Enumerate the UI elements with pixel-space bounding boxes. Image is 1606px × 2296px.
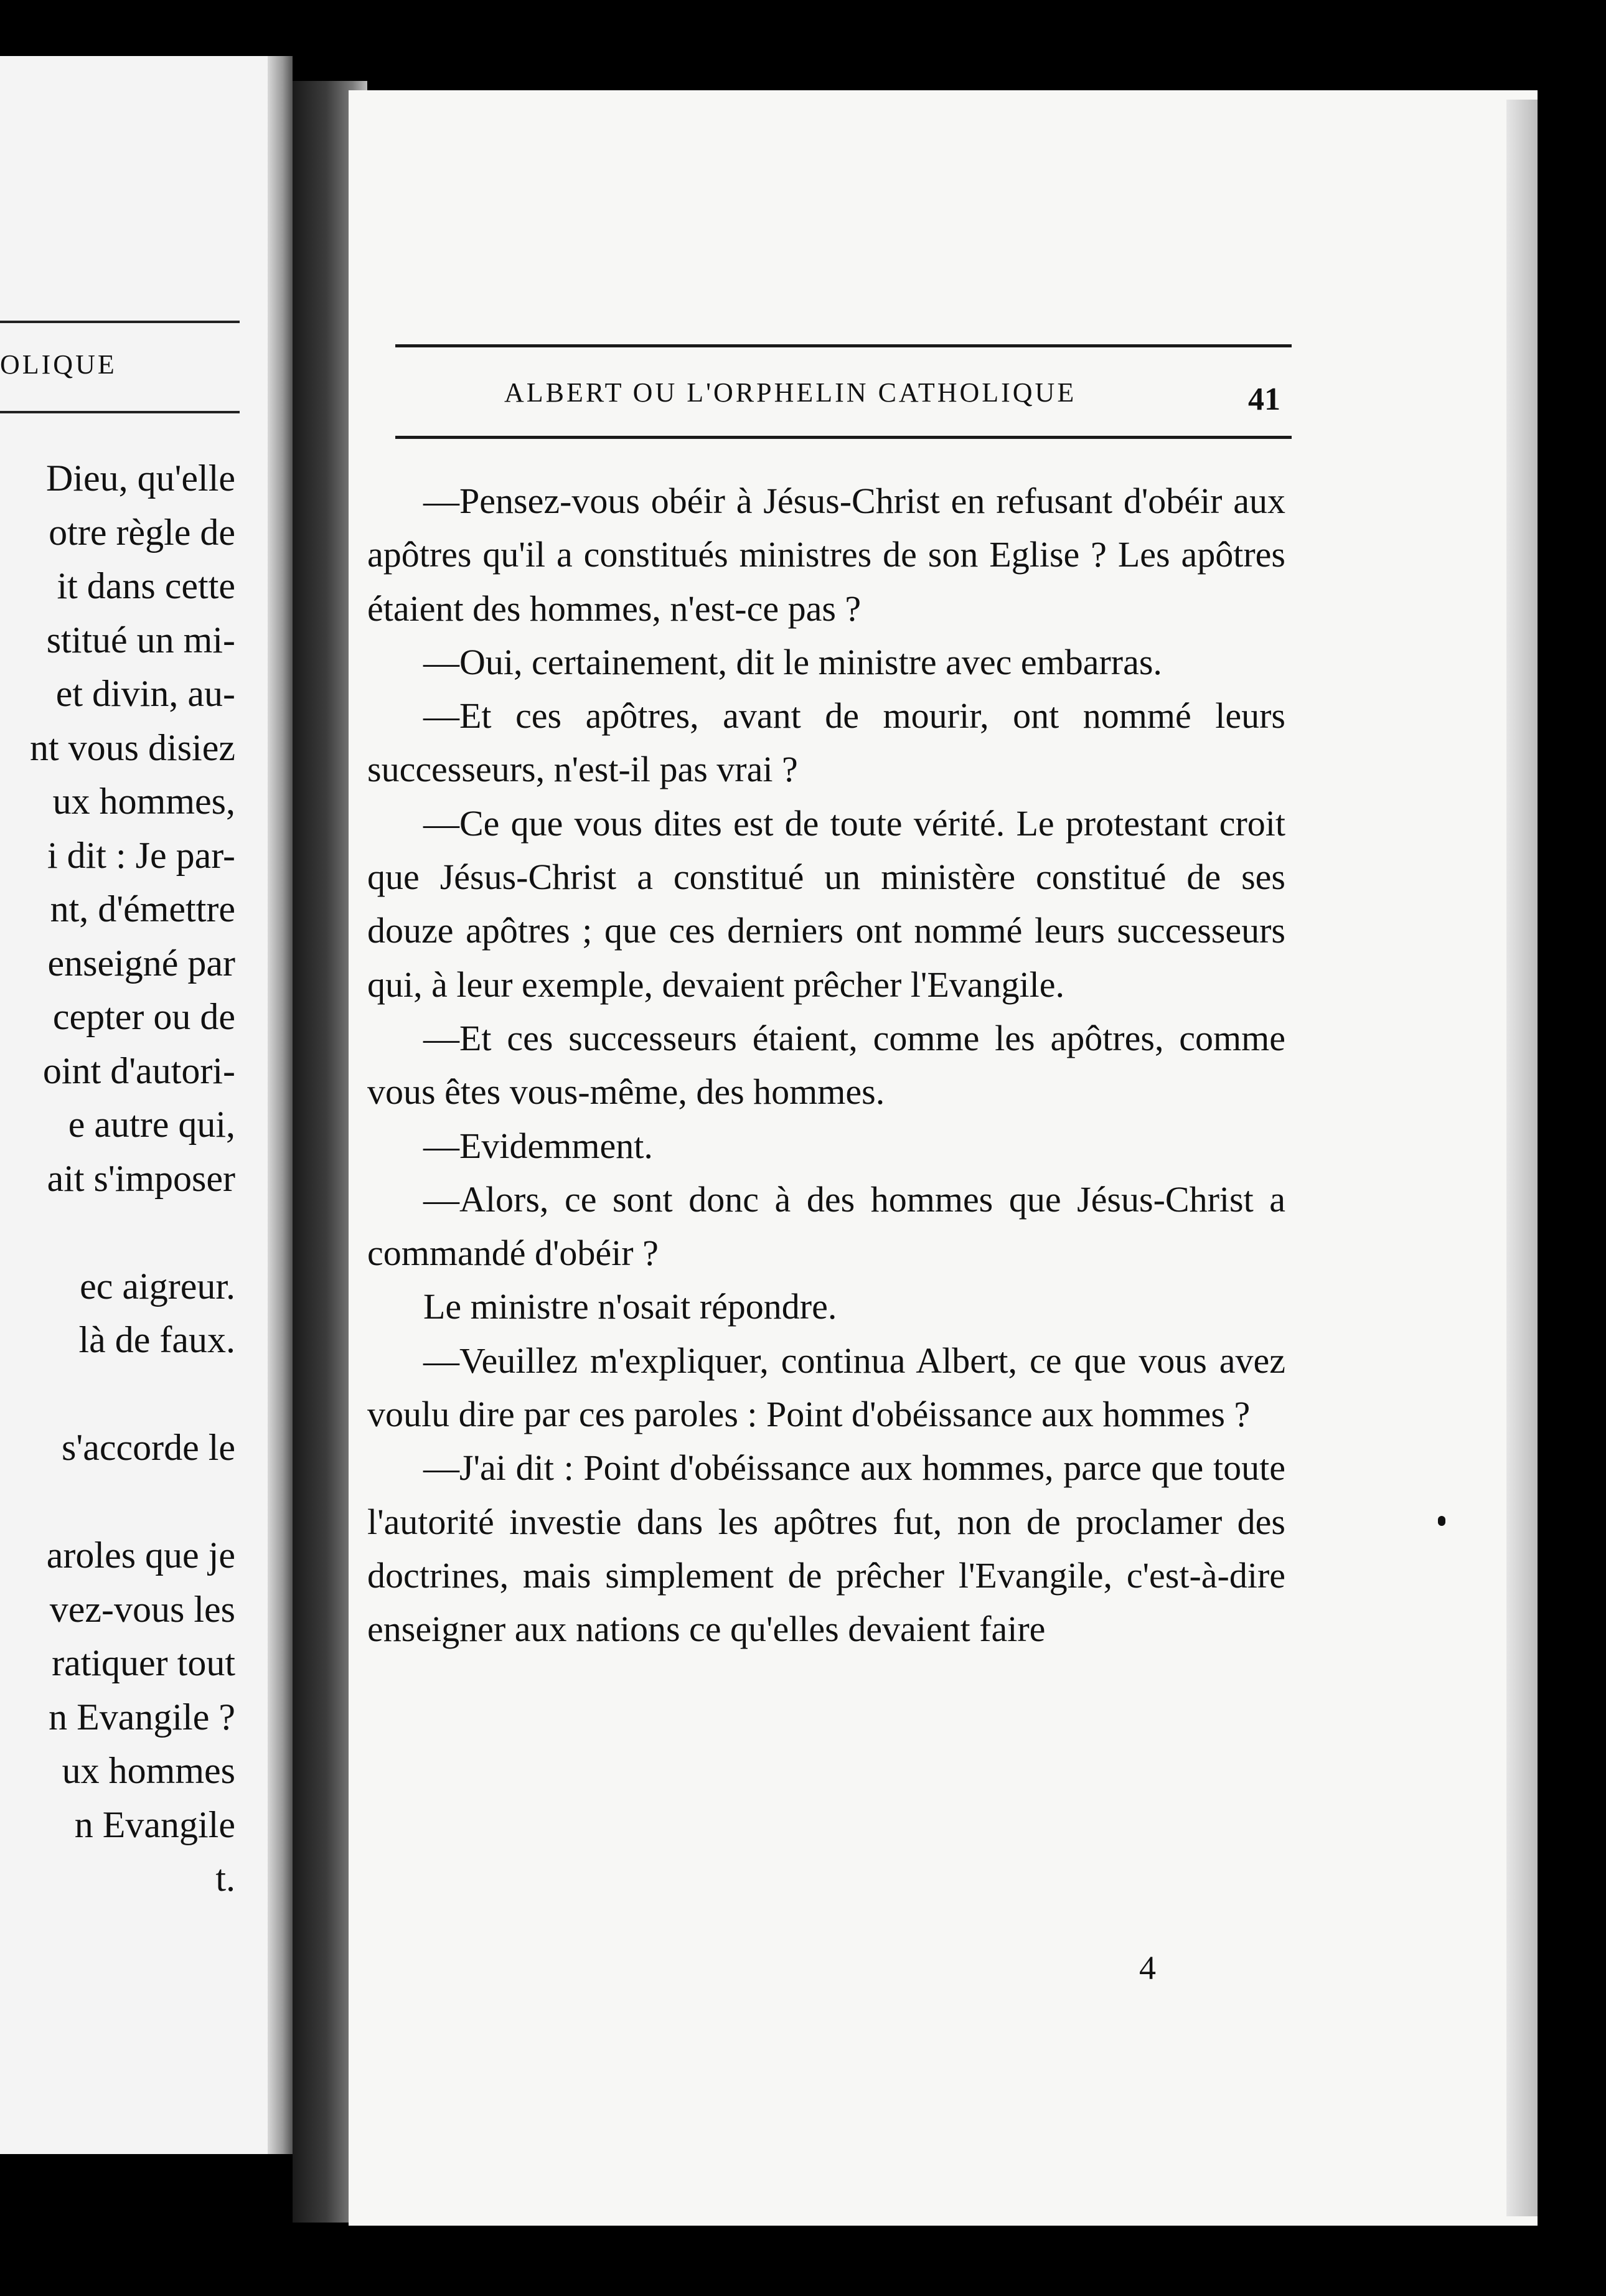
left-blank-line bbox=[0, 1475, 235, 1529]
paragraph: Le ministre n'osait répondre. bbox=[423, 1286, 837, 1327]
left-page-gutter-shadow bbox=[268, 56, 293, 2154]
left-page-text bbox=[0, 451, 235, 1906]
paragraph: —Veuillez m'expliquer, continua Albert, ce que vous avez voulu dire par ces paroles : Point d'obéissance aux hommes ? bbox=[367, 1340, 1285, 1435]
left-text-line: e autre qui, bbox=[68, 1104, 235, 1145]
paragraph: —Ce que vous dites est de toute vérité. Le protestant croit que Jésus-Christ a constitué un ministère constitué de ses douze apôtres ; que ces derniers ont nommé leurs successeurs qui, à leur exemple, devaient prêcher l'Evangile. bbox=[367, 802, 1285, 1005]
left-text-line: ux hommes, bbox=[52, 781, 235, 822]
paragraph: —Evidemment. bbox=[423, 1125, 653, 1166]
left-text-line: ratiquer tout bbox=[52, 1642, 235, 1683]
page-number: 41 bbox=[1248, 382, 1280, 417]
left-text-line: oint d'autori- bbox=[42, 1050, 235, 1091]
paragraph: —Pensez-vous obéir à Jésus-Christ en refusant d'obéir aux apôtres qu'il a constitués ministres de son Eglise ? Les apôtres étaient des hommes, n'est-ce pas ? bbox=[367, 481, 1285, 629]
left-text-line: et divin, au- bbox=[55, 673, 235, 714]
left-blank-line bbox=[0, 1205, 235, 1259]
left-text-line: n Evangile bbox=[74, 1804, 235, 1845]
signature-mark: 4 bbox=[1139, 1949, 1156, 1987]
left-text-line: i dit : Je par- bbox=[47, 834, 235, 876]
header-rule-top bbox=[395, 344, 1292, 347]
paragraph: —Et ces successeurs étaient, comme les apôtres, comme vous êtes vous-même, des hommes. bbox=[367, 1017, 1285, 1113]
paragraph: —Et ces apôtres, avant de mourir, ont nommé leurs successeurs, n'est-il pas vrai ? bbox=[367, 695, 1285, 790]
left-header-rule-top bbox=[0, 321, 240, 323]
left-text-line: s'accorde le bbox=[62, 1427, 235, 1468]
left-blank-line bbox=[0, 1367, 235, 1421]
left-text-line: cepter ou de bbox=[52, 996, 235, 1037]
left-text-line: là de faux. bbox=[78, 1319, 235, 1360]
left-text-line: ec aigreur. bbox=[80, 1265, 235, 1307]
body-text bbox=[367, 474, 1285, 1657]
left-text-line: enseigné par bbox=[47, 942, 235, 984]
margin-speck bbox=[1438, 1516, 1445, 1526]
left-text-line: otre règle de bbox=[49, 511, 235, 553]
left-text-line: ait s'imposer bbox=[47, 1157, 235, 1199]
paragraph: —Oui, certainement, dit le ministre avec embarras. bbox=[423, 641, 1162, 682]
left-text-line: n Evangile ? bbox=[49, 1696, 235, 1738]
left-text-line: stitué un mi- bbox=[46, 619, 235, 661]
right-page-edge bbox=[1506, 100, 1538, 2216]
running-head: ALBERT OU L'ORPHELIN CATHOLIQUE bbox=[504, 377, 1077, 408]
header-rule-bottom bbox=[395, 436, 1292, 439]
left-text-line: nt vous disiez bbox=[30, 727, 235, 768]
left-text-line: nt, d'émettre bbox=[50, 888, 235, 929]
left-text-line: aroles que je bbox=[46, 1535, 235, 1576]
left-text-line: it dans cette bbox=[57, 565, 235, 606]
paragraph: —Alors, ce sont donc à des hommes que Jésus-Christ a commandé d'obéir ? bbox=[367, 1179, 1285, 1274]
left-text-line: Dieu, qu'elle bbox=[45, 458, 235, 499]
left-running-head: OLIQUE bbox=[0, 349, 117, 380]
left-header-rule-bottom bbox=[0, 411, 240, 413]
left-text-line: vez-vous les bbox=[49, 1588, 235, 1630]
left-text-line: t. bbox=[215, 1858, 235, 1899]
left-text-line: ux hommes bbox=[62, 1750, 235, 1791]
paragraph: —J'ai dit : Point d'obéissance aux hommes, parce que toute l'autorité investie dans les apôtres fut, non de proclamer des doctrines, mais simplement de prêcher l'Evangile, c'est-à-dire enseigner aux nations ce qu'elles devaient faire bbox=[367, 1447, 1285, 1650]
